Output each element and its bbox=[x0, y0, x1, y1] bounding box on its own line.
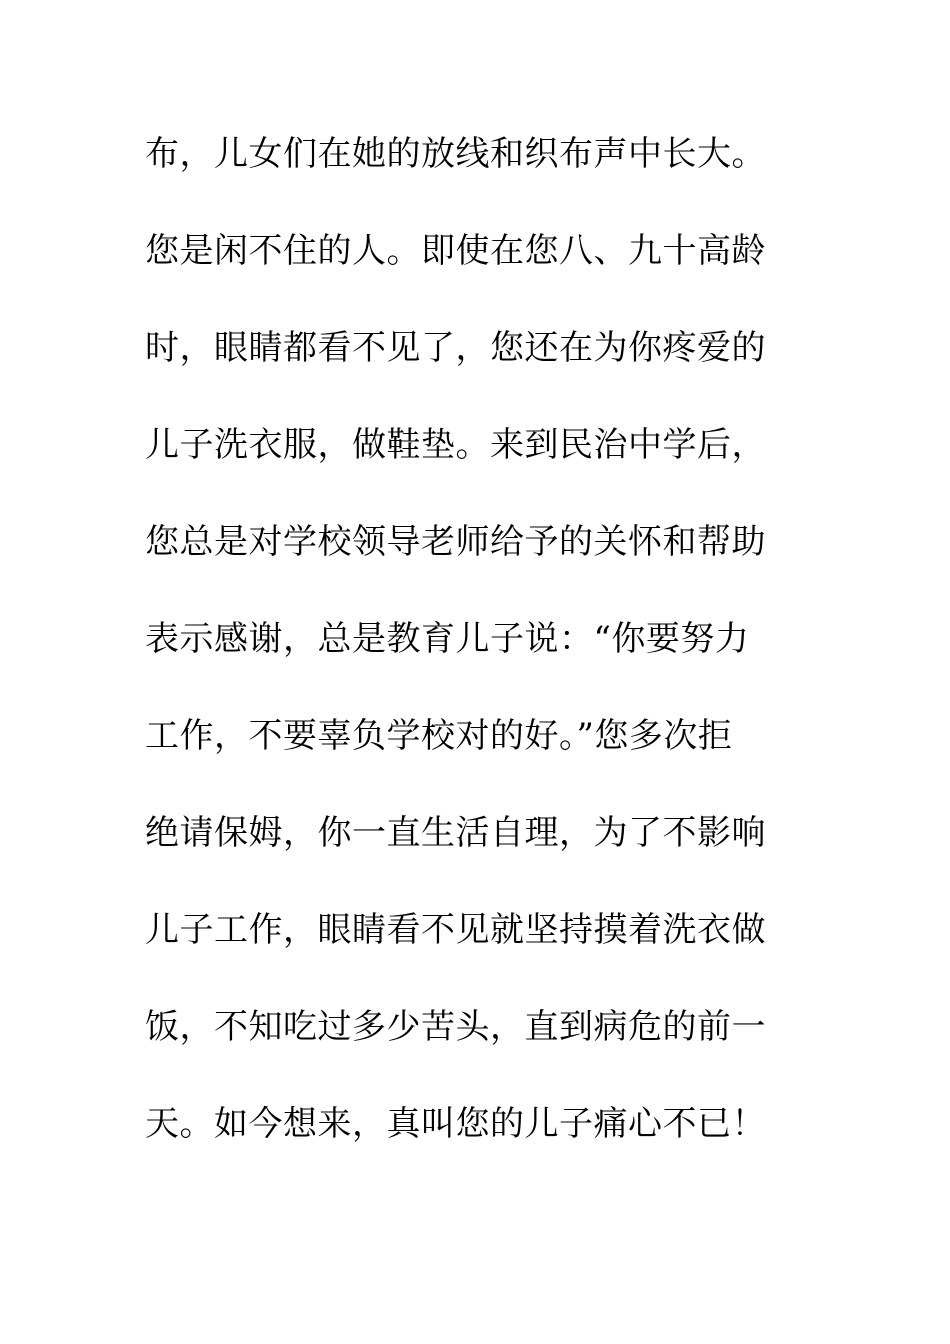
text-line: 您总是对学校领导老师给予的关怀和帮助 bbox=[145, 522, 766, 562]
text-line: 布，儿女们在她的放线和织布声中长大。 bbox=[145, 134, 766, 174]
text-line: 时，眼睛都看不见了，您还在为你疼爱的 bbox=[145, 328, 766, 368]
text-line: 表示感谢，总是教育儿子说：“你要努力 bbox=[145, 619, 750, 659]
text-line: 儿子洗衣服，做鞋垫。来到民治中学后， bbox=[145, 425, 766, 465]
text-line: 饭，不知吃过多少苦头，直到病危的前一 bbox=[145, 1007, 766, 1047]
text-line: 您是闲不住的人。即使在您八、九十高龄 bbox=[145, 231, 766, 271]
text-line: 绝请保姆，你一直生活自理，为了不影响 bbox=[145, 813, 766, 853]
body-text bbox=[145, 122, 805, 1189]
text-line: 天。如今想来，真叫您的儿子痛心不已！ bbox=[145, 1104, 766, 1144]
text-line: 工作，不要辜负学校对的好。”您多次拒 bbox=[145, 716, 733, 756]
text-line: 儿子工作，眼睛看不见就坚持摸着洗衣做 bbox=[145, 910, 766, 950]
